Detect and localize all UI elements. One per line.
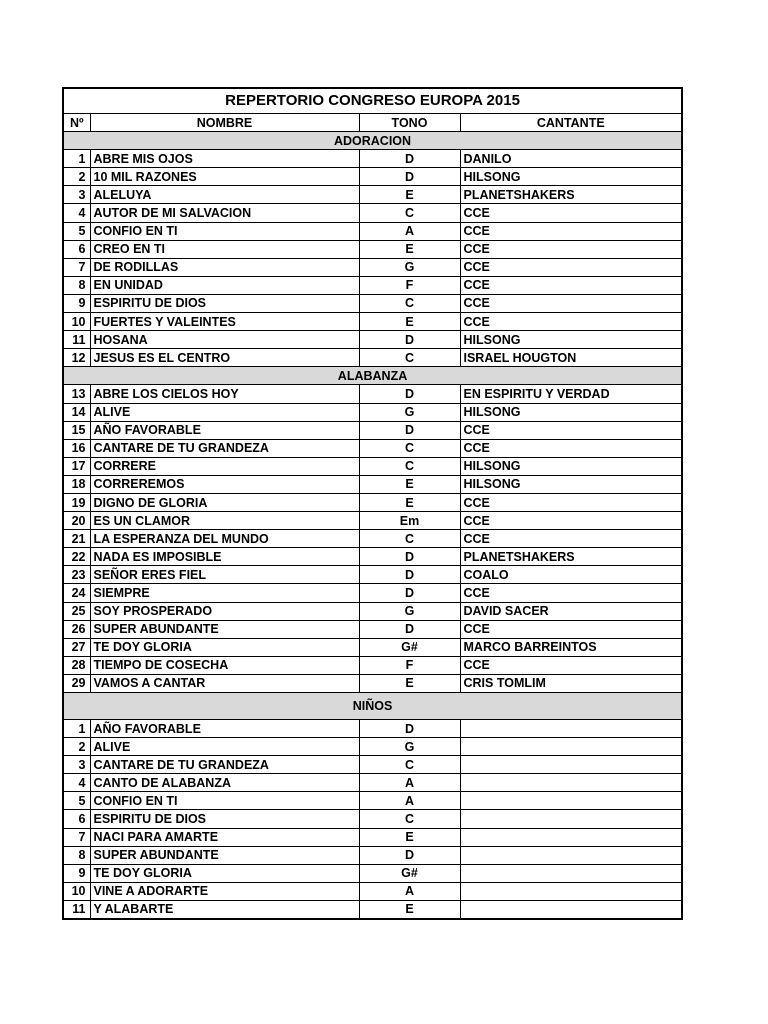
- song-name: ABRE MIS OJOS: [90, 150, 359, 168]
- row-number: 9: [63, 294, 90, 312]
- song-artist: [460, 720, 682, 738]
- row-number: 7: [63, 828, 90, 846]
- row-number: 10: [63, 882, 90, 900]
- song-artist: [460, 864, 682, 882]
- song-artist: ISRAEL HOUGTON: [460, 349, 682, 367]
- song-artist: EN ESPIRITU Y VERDAD: [460, 385, 682, 403]
- title-row: [63, 88, 682, 114]
- table-row: [63, 240, 682, 258]
- song-key: C: [359, 457, 460, 475]
- song-key: C: [359, 349, 460, 367]
- song-key: D: [359, 548, 460, 566]
- song-name: NADA ES IMPOSIBLE: [90, 548, 359, 566]
- song-name: JESUS ES EL CENTRO: [90, 349, 359, 367]
- table-row: [63, 331, 682, 349]
- table-row: [63, 638, 682, 656]
- row-number: 24: [63, 584, 90, 602]
- song-key: Em: [359, 512, 460, 530]
- row-number: 2: [63, 738, 90, 756]
- song-name: 10 MIL RAZONES: [90, 168, 359, 186]
- header-num: Nº: [63, 114, 90, 132]
- song-key: C: [359, 756, 460, 774]
- song-artist: PLANETSHAKERS: [460, 548, 682, 566]
- header-nombre: NOMBRE: [90, 114, 359, 132]
- song-name: FUERTES Y VALEINTES: [90, 313, 359, 331]
- table-row: [63, 421, 682, 439]
- song-artist: [460, 738, 682, 756]
- row-number: 16: [63, 439, 90, 457]
- row-number: 26: [63, 620, 90, 638]
- song-name: ESPIRITU DE DIOS: [90, 810, 359, 828]
- row-number: 20: [63, 512, 90, 530]
- song-name: NACI PARA AMARTE: [90, 828, 359, 846]
- song-name: SUPER ABUNDANTE: [90, 620, 359, 638]
- table-row: [63, 186, 682, 204]
- table-row: [63, 313, 682, 331]
- row-number: 8: [63, 276, 90, 294]
- table-row: [63, 385, 682, 403]
- song-key: D: [359, 385, 460, 403]
- table-row: [63, 810, 682, 828]
- song-key: G#: [359, 864, 460, 882]
- song-name: ABRE LOS CIELOS HOY: [90, 385, 359, 403]
- song-key: G: [359, 258, 460, 276]
- table-row: [63, 294, 682, 312]
- table-row: [63, 512, 682, 530]
- song-artist: CCE: [460, 258, 682, 276]
- table-row: [63, 720, 682, 738]
- song-artist: [460, 810, 682, 828]
- song-key: D: [359, 720, 460, 738]
- row-number: 17: [63, 457, 90, 475]
- table-row: [63, 168, 682, 186]
- song-name: ES UN CLAMOR: [90, 512, 359, 530]
- song-key: D: [359, 150, 460, 168]
- table-row: [63, 864, 682, 882]
- song-key: E: [359, 828, 460, 846]
- song-name: CREO EN TI: [90, 240, 359, 258]
- song-key: C: [359, 810, 460, 828]
- table-row: [63, 756, 682, 774]
- song-name: CORRERE: [90, 457, 359, 475]
- row-number: 7: [63, 258, 90, 276]
- row-number: 2: [63, 168, 90, 186]
- song-name: CANTARE DE TU GRANDEZA: [90, 439, 359, 457]
- song-artist: CCE: [460, 530, 682, 548]
- section-row: [63, 132, 682, 150]
- row-number: 1: [63, 720, 90, 738]
- song-artist: [460, 774, 682, 792]
- song-key: E: [359, 313, 460, 331]
- table-row: [63, 882, 682, 900]
- song-artist: MARCO BARREINTOS: [460, 638, 682, 656]
- table-row: [63, 439, 682, 457]
- song-artist: [460, 756, 682, 774]
- section-header: ALABANZA: [63, 367, 682, 385]
- song-key: D: [359, 846, 460, 864]
- song-name: AÑO FAVORABLE: [90, 720, 359, 738]
- song-artist: HILSONG: [460, 403, 682, 421]
- song-name: ALIVE: [90, 738, 359, 756]
- song-key: G: [359, 738, 460, 756]
- song-name: TIEMPO DE COSECHA: [90, 656, 359, 674]
- song-key: D: [359, 331, 460, 349]
- song-name: AUTOR DE MI SALVACION: [90, 204, 359, 222]
- song-artist: CRIS TOMLIM: [460, 674, 682, 692]
- table-body: [63, 132, 682, 919]
- row-number: 21: [63, 530, 90, 548]
- row-number: 5: [63, 792, 90, 810]
- row-number: 4: [63, 774, 90, 792]
- row-number: 4: [63, 204, 90, 222]
- song-name: ALELUYA: [90, 186, 359, 204]
- song-artist: DANILO: [460, 150, 682, 168]
- song-key: C: [359, 439, 460, 457]
- sheet-title: REPERTORIO CONGRESO EUROPA 2015: [63, 88, 682, 114]
- song-name: ESPIRITU DE DIOS: [90, 294, 359, 312]
- table-row: [63, 457, 682, 475]
- song-key: E: [359, 493, 460, 511]
- song-key: D: [359, 421, 460, 439]
- song-name: CANTARE DE TU GRANDEZA: [90, 756, 359, 774]
- row-number: 10: [63, 313, 90, 331]
- song-name: LA ESPERANZA DEL MUNDO: [90, 530, 359, 548]
- song-name: SIEMPRE: [90, 584, 359, 602]
- row-number: 18: [63, 475, 90, 493]
- song-key: F: [359, 656, 460, 674]
- song-name: CANTO DE ALABANZA: [90, 774, 359, 792]
- table-row: [63, 900, 682, 919]
- song-key: A: [359, 792, 460, 810]
- section-header: NIÑOS: [63, 693, 682, 720]
- table-row: [63, 475, 682, 493]
- song-artist: PLANETSHAKERS: [460, 186, 682, 204]
- song-artist: CCE: [460, 240, 682, 258]
- table-row: [63, 204, 682, 222]
- song-name: CORREREMOS: [90, 475, 359, 493]
- song-key: D: [359, 168, 460, 186]
- song-artist: CCE: [460, 620, 682, 638]
- table-row: [63, 828, 682, 846]
- song-key: C: [359, 204, 460, 222]
- song-key: C: [359, 294, 460, 312]
- repertoire-table: [62, 87, 683, 920]
- song-artist: CCE: [460, 294, 682, 312]
- song-artist: [460, 792, 682, 810]
- table-row: [63, 276, 682, 294]
- song-key: A: [359, 222, 460, 240]
- row-number: 14: [63, 403, 90, 421]
- row-number: 6: [63, 810, 90, 828]
- song-name: EN UNIDAD: [90, 276, 359, 294]
- song-artist: HILSONG: [460, 331, 682, 349]
- section-header: ADORACION: [63, 132, 682, 150]
- row-number: 1: [63, 150, 90, 168]
- song-artist: CCE: [460, 656, 682, 674]
- row-number: 11: [63, 900, 90, 919]
- table-row: [63, 584, 682, 602]
- song-key: A: [359, 774, 460, 792]
- song-artist: [460, 900, 682, 919]
- row-number: 13: [63, 385, 90, 403]
- song-artist: DAVID SACER: [460, 602, 682, 620]
- song-artist: CCE: [460, 222, 682, 240]
- table-row: [63, 738, 682, 756]
- song-key: D: [359, 584, 460, 602]
- song-key: E: [359, 900, 460, 919]
- row-number: 27: [63, 638, 90, 656]
- table-row: [63, 620, 682, 638]
- row-number: 9: [63, 864, 90, 882]
- song-artist: CCE: [460, 512, 682, 530]
- song-artist: CCE: [460, 421, 682, 439]
- table-row: [63, 530, 682, 548]
- song-name: CONFIO EN TI: [90, 792, 359, 810]
- song-artist: CCE: [460, 493, 682, 511]
- table-row: [63, 150, 682, 168]
- song-artist: CCE: [460, 276, 682, 294]
- row-number: 15: [63, 421, 90, 439]
- song-name: TE DOY GLORIA: [90, 638, 359, 656]
- song-artist: CCE: [460, 584, 682, 602]
- song-name: DIGNO DE GLORIA: [90, 493, 359, 511]
- song-key: D: [359, 566, 460, 584]
- row-number: 12: [63, 349, 90, 367]
- table-row: [63, 222, 682, 240]
- song-name: AÑO FAVORABLE: [90, 421, 359, 439]
- table-row: [63, 566, 682, 584]
- header-cantante: CANTANTE: [460, 114, 682, 132]
- row-number: 8: [63, 846, 90, 864]
- section-row: [63, 693, 682, 720]
- song-key: D: [359, 620, 460, 638]
- song-key: A: [359, 882, 460, 900]
- song-name: SEÑOR ERES FIEL: [90, 566, 359, 584]
- row-number: 19: [63, 493, 90, 511]
- row-number: 25: [63, 602, 90, 620]
- song-key: E: [359, 186, 460, 204]
- song-key: E: [359, 475, 460, 493]
- song-artist: COALO: [460, 566, 682, 584]
- song-key: E: [359, 240, 460, 258]
- song-artist: [460, 828, 682, 846]
- table-row: [63, 846, 682, 864]
- table-row: [63, 403, 682, 421]
- song-artist: [460, 846, 682, 864]
- section-row: [63, 367, 682, 385]
- song-name: Y ALABARTE: [90, 900, 359, 919]
- song-name: SUPER ABUNDANTE: [90, 846, 359, 864]
- row-number: 5: [63, 222, 90, 240]
- song-name: SOY PROSPERADO: [90, 602, 359, 620]
- song-name: HOSANA: [90, 331, 359, 349]
- table-row: [63, 493, 682, 511]
- row-number: 3: [63, 756, 90, 774]
- song-artist: CCE: [460, 313, 682, 331]
- song-name: VINE A ADORARTE: [90, 882, 359, 900]
- header-row: [63, 114, 682, 132]
- header-tono: TONO: [359, 114, 460, 132]
- song-artist: CCE: [460, 204, 682, 222]
- song-artist: [460, 882, 682, 900]
- row-number: 29: [63, 674, 90, 692]
- song-key: G: [359, 602, 460, 620]
- row-number: 6: [63, 240, 90, 258]
- table-row: [63, 349, 682, 367]
- table-row: [63, 258, 682, 276]
- song-key: G: [359, 403, 460, 421]
- row-number: 3: [63, 186, 90, 204]
- row-number: 23: [63, 566, 90, 584]
- table-row: [63, 674, 682, 692]
- song-key: G#: [359, 638, 460, 656]
- song-name: DE RODILLAS: [90, 258, 359, 276]
- row-number: 11: [63, 331, 90, 349]
- table-row: [63, 602, 682, 620]
- song-artist: HILSONG: [460, 168, 682, 186]
- song-artist: HILSONG: [460, 457, 682, 475]
- song-name: TE DOY GLORIA: [90, 864, 359, 882]
- table-row: [63, 792, 682, 810]
- song-artist: CCE: [460, 439, 682, 457]
- song-name: CONFIO EN TI: [90, 222, 359, 240]
- song-key: E: [359, 674, 460, 692]
- song-key: F: [359, 276, 460, 294]
- song-key: C: [359, 530, 460, 548]
- table-row: [63, 656, 682, 674]
- song-name: VAMOS A CANTAR: [90, 674, 359, 692]
- table-row: [63, 548, 682, 566]
- song-name: ALIVE: [90, 403, 359, 421]
- song-artist: HILSONG: [460, 475, 682, 493]
- row-number: 22: [63, 548, 90, 566]
- row-number: 28: [63, 656, 90, 674]
- table-row: [63, 774, 682, 792]
